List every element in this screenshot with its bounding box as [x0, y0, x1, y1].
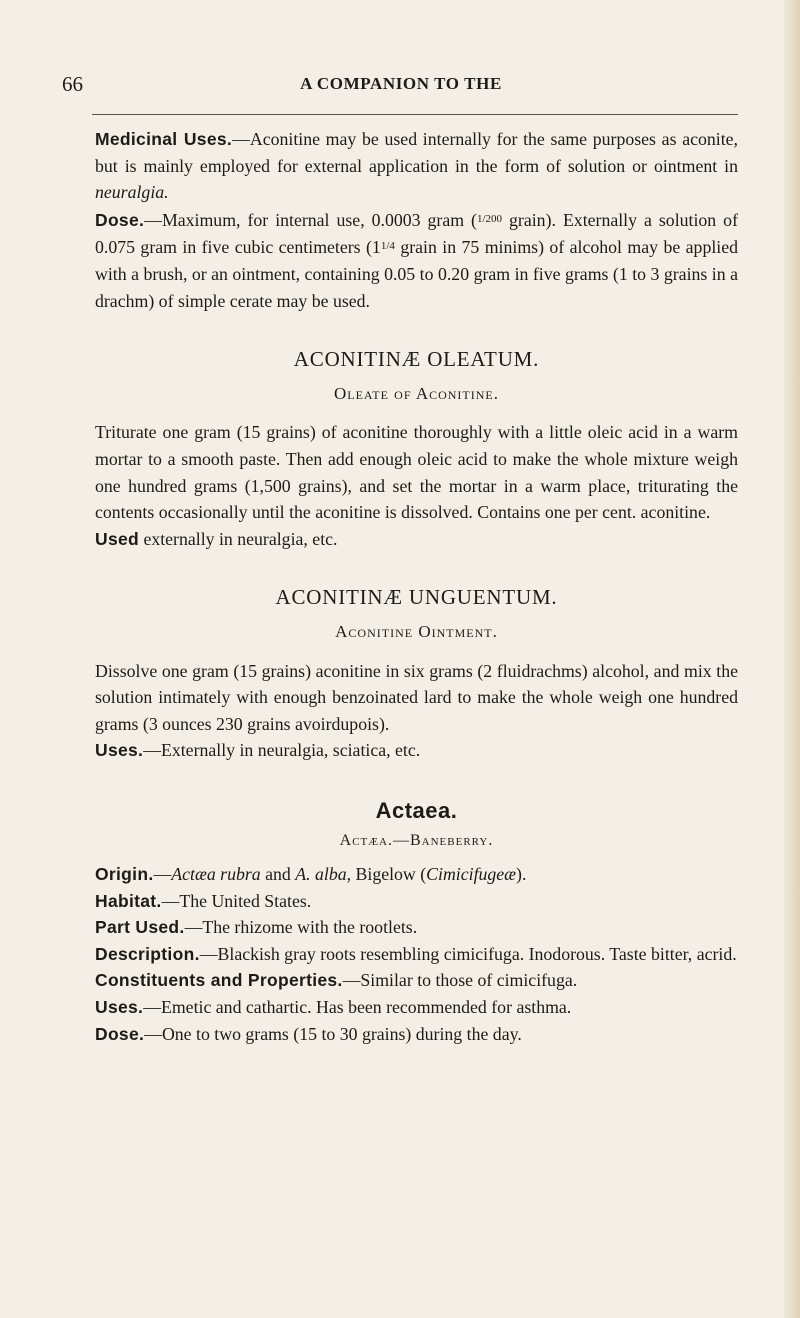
dose-paragraph — [95, 206, 738, 314]
habitat-text: —The United States. — [161, 890, 312, 911]
unguentum-title: ACONITINÆ UNGUENTUM. — [275, 585, 558, 610]
origin-dash: — — [153, 864, 172, 885]
actaea-title: Actaea. — [375, 797, 458, 823]
oleatum-title: ACONITINÆ OLEATUM. — [293, 347, 540, 372]
origin-italic-1: Actæa rubra — [171, 864, 261, 885]
oleatum-subtitle: Oleate of Aconitine. — [333, 383, 500, 403]
habitat-paragraph — [95, 888, 738, 915]
actaea-uses-lead: Uses. — [95, 997, 144, 1018]
page-header — [62, 72, 740, 100]
description-paragraph — [95, 941, 738, 968]
part-used-text: —The rhizome with the rootlets. — [184, 917, 418, 938]
dose-text-1: —Maximum, for internal use, 0.0003 gram ( — [144, 209, 477, 230]
page-body — [95, 126, 738, 1047]
origin-and: and — [260, 864, 296, 885]
description-text: —Blackish gray roots resembling cimicifuga. Inodorous. Taste bitter, acrid. — [199, 943, 737, 964]
constituents-lead: Constituents and Properties. — [95, 970, 343, 991]
dose-lead: Dose. — [95, 209, 145, 230]
part-used-paragraph — [95, 914, 738, 941]
page-edge — [784, 0, 800, 1318]
oleatum-used-lead: Used — [95, 528, 139, 549]
unguentum-uses-text: —Externally in neuralgia, sciatica, etc. — [143, 740, 421, 761]
origin-italic-2: A. alba, — [295, 864, 352, 885]
unguentum-body: Dissolve one gram (15 grains) aconitine in six grams (2 fluidrachms) alcohol, and mix the solution intimately with enough benzoinated lard to make the whole weigh one hundred grams (3 ounces 230 grains avoirdupois). — [95, 660, 738, 734]
origin-paragraph — [95, 861, 738, 888]
origin-italic-3: Cimicifugeæ — [426, 864, 517, 885]
oleatum-body: Triturate one gram (15 grains) of aconitine thoroughly with a little oleic acid in a warm mortar to a smooth paste. Then add enough oleic acid to make the whole mixture weigh one hundred grams (1,500 grains), and set the mortar in a warm place, triturating the contents occasionally until the aconitine is dissolved. Contains one per cent. aconitine. — [95, 422, 738, 523]
dose-fraction: 1/200 — [476, 212, 503, 225]
actaea-uses-text: —Emetic and cathartic. Has been recommended for asthma. — [143, 997, 572, 1018]
medicinal-uses-lead: Medicinal Uses. — [95, 129, 233, 149]
dose-text-3: grain in 75 minims) of alcohol may be applied with a brush, or an ointment, containing 0.05 to 0.20 gram in five grams (1 to 3 grains in a drachm) of simple cerate may be used. — [95, 237, 738, 311]
neuralgia-italic: neuralgia. — [95, 182, 169, 203]
page-number: 66 — [62, 72, 83, 96]
actaea-dose-text: —One to two grams (15 to 30 grains) during the day. — [144, 1023, 522, 1044]
actaea-uses-paragraph — [95, 994, 738, 1021]
running-title: A COMPANION TO THE — [300, 74, 502, 93]
header-rule — [92, 114, 738, 115]
actaea-subtitle: Actæa.—Baneberry. — [339, 832, 494, 850]
habitat-lead: Habitat. — [95, 890, 162, 911]
oleatum-used-paragraph — [95, 526, 738, 553]
oleatum-used-text: externally in neuralgia, etc. — [139, 528, 338, 549]
part-used-lead: Part Used. — [95, 917, 185, 938]
unguentum-uses-lead: Uses. — [95, 740, 144, 761]
actaea-dose-lead: Dose. — [95, 1023, 145, 1044]
constituents-text: —Similar to those of cimicifuga. — [342, 970, 578, 991]
actaea-dose-paragraph — [95, 1021, 738, 1048]
origin-lead: Origin. — [95, 864, 154, 885]
dose-fraction-2: 1/4 — [380, 240, 395, 253]
unguentum-uses-paragraph — [95, 737, 738, 764]
origin-bigelow: Bigelow ( — [351, 864, 427, 885]
unguentum-subtitle: Aconitine Ointment. — [335, 621, 498, 641]
origin-end: ). — [516, 864, 527, 885]
dose-text-2: grain). Externally a solution of 0.075 gram in five cubic centimeters (1 — [95, 209, 738, 258]
constituents-paragraph — [95, 967, 738, 994]
medicinal-uses-paragraph — [95, 126, 738, 206]
medicinal-uses-text: —Aconitine may be used internally for the same purposes as aconite, but is mainly employed for external application in the form of solution or ointment in — [95, 129, 738, 176]
description-lead: Description. — [95, 943, 200, 964]
